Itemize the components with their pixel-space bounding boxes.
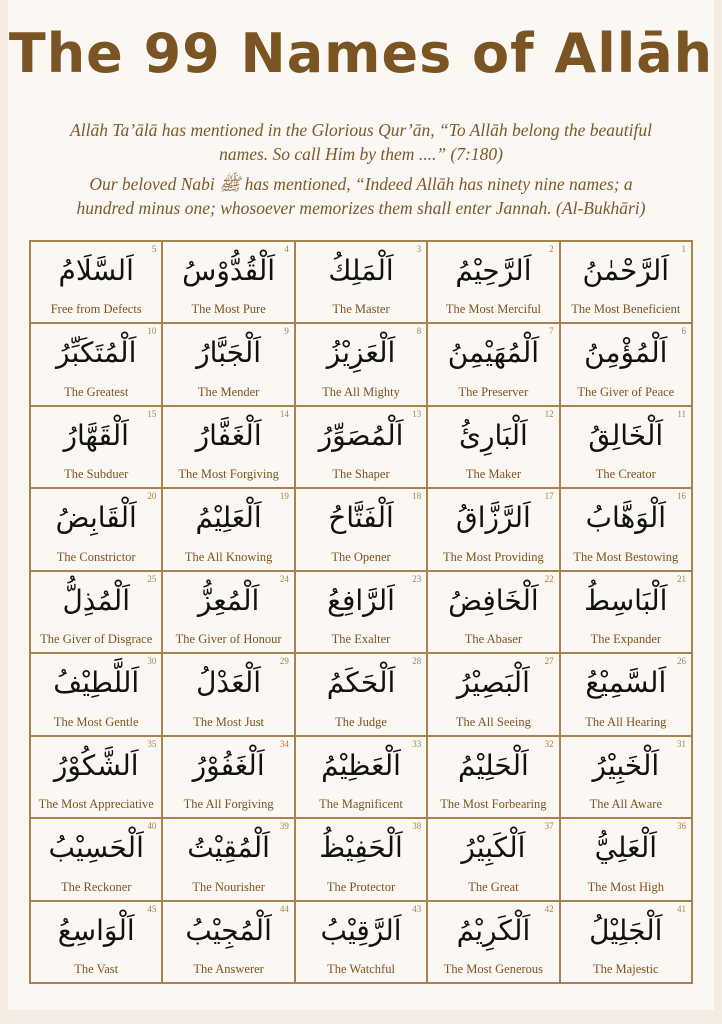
arabic-name: اَلْمُؤْمِنُ xyxy=(584,336,668,370)
arabic-name: اَلْمُعِزُّ xyxy=(197,583,260,617)
name-cell xyxy=(30,736,162,818)
name-number: 4 xyxy=(284,244,289,254)
name-number: 17 xyxy=(544,491,554,502)
name-number: 12 xyxy=(544,408,554,419)
name-number: 32 xyxy=(544,738,554,749)
english-meaning: The Giver of Peace xyxy=(577,384,675,399)
name-number: 34 xyxy=(279,738,289,749)
name-cell xyxy=(162,406,294,488)
english-meaning: The Most Bestowing xyxy=(573,549,679,564)
arabic-name: اَلْمُهَيْمِنُ xyxy=(447,336,540,370)
arabic-name: اَلْغَفَّارُ xyxy=(195,418,262,452)
arabic-name: اَلْبَاسِطُ xyxy=(584,583,668,617)
name-cell xyxy=(427,488,559,570)
name-cell xyxy=(162,571,294,653)
name-number: 28 xyxy=(412,656,422,667)
name-number: 2 xyxy=(549,244,554,254)
arabic-name: اَلْمَلِكُ xyxy=(328,254,394,287)
english-meaning: The Greatest xyxy=(64,384,129,399)
name-cell xyxy=(162,241,294,323)
english-meaning: The Most Pure xyxy=(191,302,266,317)
arabic-name: اَلْمُذِلُّ xyxy=(62,583,130,617)
english-meaning: The Reckoner xyxy=(60,879,132,894)
name-number: 35 xyxy=(147,738,157,749)
name-number: 22 xyxy=(544,573,554,584)
english-meaning: The Most Merciful xyxy=(445,302,541,317)
name-cell xyxy=(560,241,692,323)
name-number: 21 xyxy=(677,573,686,584)
name-number: 16 xyxy=(677,491,686,502)
name-number: 20 xyxy=(147,491,157,502)
name-number: 36 xyxy=(677,821,686,832)
english-meaning: The All Forgiving xyxy=(183,797,274,812)
name-number: 15 xyxy=(147,408,157,419)
name-cell xyxy=(30,406,162,488)
name-cell xyxy=(427,653,559,735)
name-cell xyxy=(295,818,427,900)
english-meaning: Free from Defects xyxy=(50,302,142,317)
english-meaning: The Most Gentle xyxy=(53,714,139,729)
english-meaning: The Master xyxy=(332,302,390,317)
name-cell xyxy=(560,736,692,818)
name-cell xyxy=(427,323,559,405)
english-meaning: The Most Providing xyxy=(443,549,544,564)
english-meaning: The Great xyxy=(468,879,519,894)
name-cell xyxy=(162,736,294,818)
arabic-name: اَلْعَدْلُ xyxy=(196,666,262,700)
name-number: 10 xyxy=(147,326,157,337)
arabic-name: اَلْقَهَّارُ xyxy=(63,418,129,452)
name-cell xyxy=(560,901,692,983)
arabic-name: اَلْقَابِضُ xyxy=(55,501,137,535)
english-meaning: The Judge xyxy=(335,714,387,729)
name-cell xyxy=(162,818,294,900)
name-number: 3 xyxy=(416,244,422,254)
name-number: 27 xyxy=(544,656,554,667)
arabic-name: اَللَّطِيْفُ xyxy=(53,666,140,700)
arabic-name: اَلْعَزِيْزُ xyxy=(326,336,396,370)
arabic-name: اَلْمُجِيْبُ xyxy=(185,913,272,947)
name-cell xyxy=(295,571,427,653)
arabic-name: اَلْحَكَمُ xyxy=(326,666,396,700)
name-number: 39 xyxy=(279,821,289,832)
english-meaning: The Most Forbearing xyxy=(440,797,547,812)
name-number: 29 xyxy=(279,656,289,667)
english-meaning: The Most High xyxy=(587,879,664,894)
page-title: The 99 Names of Allāh xyxy=(8,22,714,85)
arabic-name: اَلرَّحِيْمُ xyxy=(455,254,532,287)
name-cell xyxy=(427,901,559,983)
name-cell xyxy=(295,653,427,735)
english-meaning: The Expander xyxy=(590,632,662,647)
name-cell xyxy=(162,653,294,735)
name-cell xyxy=(162,488,294,570)
hadith-quote: Our beloved Nabi ﷺ has mentioned, “Indeed Allāh has ninety nine names; a hundred minus one; whosoever memorizes them shall enter Jannah. (Al-Bukhāri) xyxy=(76,174,646,218)
english-meaning: The All Mighty xyxy=(322,384,400,399)
name-number: 45 xyxy=(147,903,157,914)
english-meaning: The Giver of Honour xyxy=(175,632,282,647)
name-cell xyxy=(295,406,427,488)
english-meaning: The Protector xyxy=(326,879,396,894)
name-cell xyxy=(427,818,559,900)
english-meaning: The All Seeing xyxy=(455,714,531,729)
name-number: 6 xyxy=(681,326,686,337)
name-cell xyxy=(162,323,294,405)
name-number: 31 xyxy=(677,738,686,749)
arabic-name: اَلْغَفُوْرُ xyxy=(192,748,265,782)
english-meaning: The Most Just xyxy=(193,714,265,729)
name-number: 5 xyxy=(151,244,157,254)
english-meaning: The Creator xyxy=(595,467,656,482)
name-number: 18 xyxy=(412,491,422,502)
name-number: 23 xyxy=(412,573,422,584)
english-meaning: The Vast xyxy=(74,961,119,976)
name-number: 44 xyxy=(279,903,289,914)
name-number: 19 xyxy=(279,491,289,502)
english-meaning: The Abaser xyxy=(464,632,523,647)
english-meaning: The Answerer xyxy=(193,961,264,976)
name-cell xyxy=(30,241,162,323)
arabic-name: اَلْمُقِيْتُ xyxy=(187,831,270,865)
name-cell xyxy=(295,241,427,323)
arabic-name: اَلْكَرِيْمُ xyxy=(456,913,531,947)
arabic-name: اَلْخَبِيْرُ xyxy=(592,748,660,782)
name-cell xyxy=(427,571,559,653)
name-cell xyxy=(560,406,692,488)
name-number: 30 xyxy=(147,656,157,667)
arabic-name: اَلْقُدُّوْسُ xyxy=(182,254,276,287)
name-number: 41 xyxy=(677,903,686,914)
arabic-name: اَلرَّحْمٰنُ xyxy=(582,254,670,287)
arabic-name: اَلْخَافِضُ xyxy=(448,583,539,617)
arabic-name: اَلسَّلَامُ xyxy=(58,254,134,287)
arabic-name: اَلْفَتَّاحُ xyxy=(328,501,394,535)
arabic-name: اَلْكَبِيْرُ xyxy=(461,831,526,865)
name-cell xyxy=(295,488,427,570)
english-meaning: The Magnificent xyxy=(319,797,403,812)
english-meaning: The Subduer xyxy=(64,467,129,482)
english-meaning: The Maker xyxy=(465,467,521,482)
name-cell xyxy=(427,406,559,488)
english-meaning: The Preserver xyxy=(458,384,529,399)
name-cell xyxy=(560,818,692,900)
english-meaning: The Most Appreciative xyxy=(38,797,154,812)
arabic-name: اَلْخَالِقُ xyxy=(588,418,664,452)
english-meaning: The Most Beneficient xyxy=(571,302,681,317)
arabic-name: اَلْحَفِيْظُ xyxy=(319,831,403,865)
english-meaning: The Most Forgiving xyxy=(178,467,279,482)
name-cell xyxy=(30,571,162,653)
name-cell xyxy=(30,818,162,900)
name-number: 11 xyxy=(677,408,686,419)
name-cell xyxy=(295,736,427,818)
name-cell xyxy=(162,901,294,983)
arabic-name: اَلْمُصَوِّرُ xyxy=(318,418,404,452)
name-number: 37 xyxy=(544,821,554,832)
names-grid xyxy=(29,240,693,984)
name-cell xyxy=(30,901,162,983)
arabic-name: اَلرَّزَّاقُ xyxy=(456,501,531,535)
name-number: 7 xyxy=(549,326,554,337)
name-number: 24 xyxy=(279,573,289,584)
quran-quote: Allāh Ta’ālā has mentioned in the Glorious Qur’ān, “To Allāh belong the beautiful names. So call Him by them ....” (7:180) xyxy=(70,120,652,164)
arabic-name: اَلْوَاسِعُ xyxy=(57,913,135,947)
arabic-name: اَلشَّكُوْرُ xyxy=(53,748,139,782)
english-meaning: The Constrictor xyxy=(56,549,136,564)
name-number: 14 xyxy=(279,408,289,419)
arabic-name: اَلْجَلِيْلُ xyxy=(589,913,663,947)
name-cell xyxy=(427,241,559,323)
name-number: 38 xyxy=(412,821,422,832)
name-cell xyxy=(427,736,559,818)
arabic-name: اَلْعَظِيْمُ xyxy=(321,748,401,782)
english-meaning: The Most Generous xyxy=(443,961,544,976)
name-number: 1 xyxy=(681,244,686,254)
name-number: 26 xyxy=(677,656,686,667)
arabic-name: اَلْعَلِيُّ xyxy=(594,831,658,865)
arabic-name: اَلْبَصِيْرُ xyxy=(456,666,530,700)
name-number: 9 xyxy=(284,326,289,337)
arabic-name: اَلرَّقِيْبُ xyxy=(320,913,402,947)
name-number: 43 xyxy=(412,903,422,914)
name-number: 25 xyxy=(147,573,157,584)
name-cell xyxy=(30,653,162,735)
english-meaning: The All Knowing xyxy=(184,549,273,564)
english-meaning: The Mender xyxy=(197,384,260,399)
name-cell xyxy=(560,488,692,570)
name-number: 8 xyxy=(416,326,422,337)
name-number: 33 xyxy=(412,738,422,749)
name-cell xyxy=(295,323,427,405)
arabic-name: اَلْحَسِيْبُ xyxy=(48,831,144,865)
arabic-name: اَلرَّافِعُ xyxy=(327,583,395,617)
name-cell xyxy=(30,323,162,405)
arabic-name: اَلسَّمِيْعُ xyxy=(585,666,667,700)
arabic-name: اَلْعَلِيْمُ xyxy=(195,501,262,535)
english-meaning: The All Hearing xyxy=(585,714,667,729)
english-meaning: The Exalter xyxy=(331,632,391,647)
english-meaning: The Nourisher xyxy=(192,879,265,894)
arabic-name: اَلْمُتَكَبِّرُ xyxy=(56,336,137,370)
arabic-name: اَلْجَبَّارُ xyxy=(196,336,262,370)
name-cell xyxy=(560,571,692,653)
name-cell xyxy=(295,901,427,983)
arabic-name: اَلْبَارِئُ xyxy=(459,418,528,452)
english-meaning: The Opener xyxy=(331,549,391,564)
name-number: 42 xyxy=(544,903,554,914)
english-meaning: The All Aware xyxy=(589,797,663,812)
name-cell xyxy=(560,323,692,405)
arabic-name: اَلْوَهَّابُ xyxy=(585,501,667,535)
name-number: 40 xyxy=(147,821,157,832)
name-cell xyxy=(560,653,692,735)
arabic-name: اَلْحَلِيْمُ xyxy=(458,748,529,782)
english-meaning: The Majestic xyxy=(593,961,659,976)
english-meaning: The Shaper xyxy=(332,467,390,482)
english-meaning: The Watchful xyxy=(327,961,395,976)
english-meaning: The Giver of Disgrace xyxy=(40,632,153,647)
name-number: 13 xyxy=(412,408,422,419)
name-cell xyxy=(30,488,162,570)
